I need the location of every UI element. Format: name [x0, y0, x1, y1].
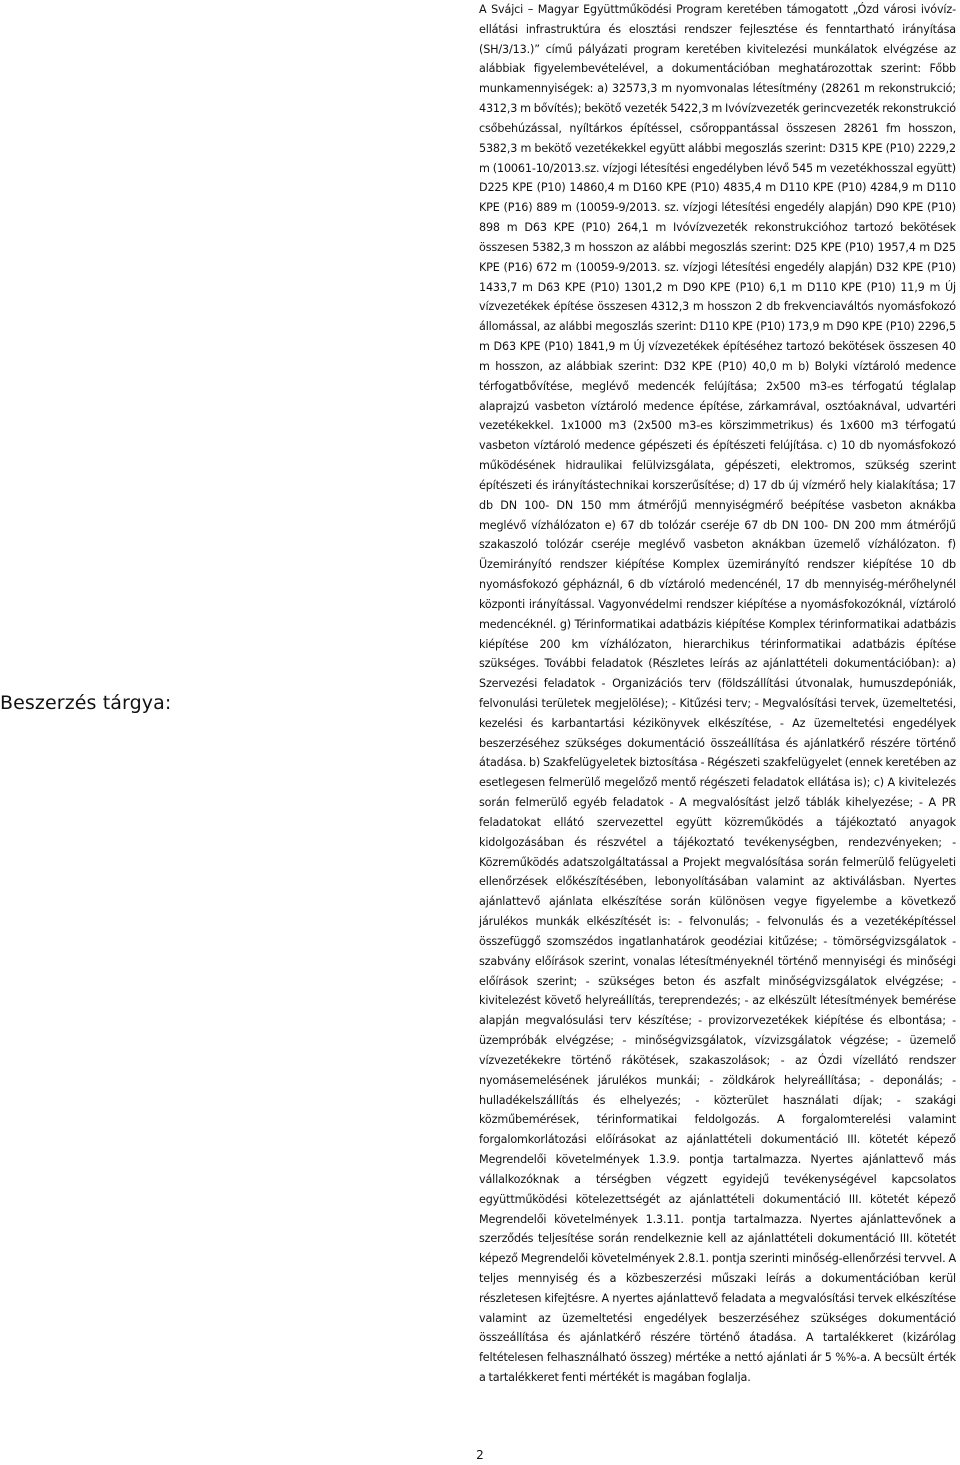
section-body-text: A Svájci – Magyar Együttműködési Program keretében támogatott „Ózd városi ivóvíz-ellátási infrastruktúra és elosztási rendszer fejlesztése és fenntartható irányítása (SH/3/13.)” című pályázati program keretében kivitelezési munkálatok elvégzése az alábbiak figyelembevételével, a dokumentációban meghatározottak szerint: Főbb munkamennyiségek: a) 32573,3 m nyomvonalas létesítmény (28261 m rekonstrukció; 4312,3 m bővítés); bekötő vezeték 5422,3 m Ivóvízvezeték gerincvezeték rekonstrukció csőbehúzással, nyíltárkos építéssel, csőroppantással összesen 28261 fm hosszon, 5382,3 m bekötő vezetékekkel együtt alábbi megoszlás szerint: D315 KPE (P10) 2229,2 m (10061-10/2013.sz. vízjogi létesítési engedélyben lévő 545 m vezetékhosszal együtt) D225 KPE (P10) 14860,4 m D160 KPE (P10) 4835,4 m D110 KPE (P10) 4284,9 m D110 KPE (P16) 889 m (10059-9/2013. sz. vízjogi létesítési engedély alapján) D90 KPE (P10) 898 m D63 KPE (P10) 264,1 m Ivóvízvezeték rekonstrukcióhoz tartozó bekötések összesen 5382,3 m hosszon az alábbi megoszlás szerint: D25 KPE (P10) 1957,4 m D25 KPE (P16) 672 m (10059-9/2013. sz. vízjogi létesítési engedély alapján) D32 KPE (P10) 1433,7 m D63 KPE (P10) 1301,2 m D90 KPE (P10) 6,1 m D110 KPE (P10) 11,9 m Új vízvezetékek építése összesen 4312,3 m hosszon 2 db frekvenciaváltós nyomásfokozó állomással, az alábbi megoszlás szerint: D110 KPE (P10) 173,9 m D90 KPE (P10) 2296,5 m D63 KPE (P10) 1841,9 m Új vízvezetékek építéséhez tartozó bekötések összesen 40 m hosszon, az alábbiak szerint: D32 KPE (P10) 40,0 m b) Bolyki víztároló medence térfogatbővítése, meglévő medencék felújítása; 2x500 m3-es térfogatú téglalap alaprajzú vasbeton víztároló medence építése, zárkamrával, osztóaknával, udvartéri vezetékekkel. 1x1000 m3 (2x500 m3-es körszimmetrikus) és 1x600 m3 térfogatú vasbeton víztároló medence gépészeti és építészeti felújítása. c) 10 db nyomásfokozó működésének hidraulikai felülvizsgálata, gépészeti, elektromos, szükség szerint építészeti és irányítástechnikai korszerűsítése; d) 17 db új vízmérő hely kialakítása; 17 db DN 100- DN 150 mm átmérőjű mennyiségmérő beépítése vasbeton aknákba meglévő vízhálózaton e) 67 db tolózár cseréje 67 db DN 100- DN 200 mm átmérőjű szakaszoló tolózár cseréje meglévő vasbeton aknákban üzemelő vízhálózaton. f) Üzemirányító rendszer kiépítése Komplex üzemirányító rendszer kiépítése 10 db nyomásfokozó gépháznál, 6 db víztároló medencénél, 17 db mennyiség-mérőhelynél központi irányítással. Vagyonvédelmi rendszer kiépítése a nyomásfokozóknál, víztároló medencéknél. g) Térinformatikai adatbázis kiépítése Komplex térinformatikai adatbázis kiépítése 200 km vízhálózaton, hierarchikus térinformatikai adatbázis építése szükséges. További feladatok (Részletes leírás az ajánlattételi dokumentációban): a) Szervezési feladatok - Organizációs terv (földszállítási útvonalak, humuszdepóniák, felvonulási területek megjelölése); - Kitűzési terv; - Megvalósítási tervek, üzemeltetési, kezelési és karbantartási kézikönyvek elkészítése, - Az üzemeltetési engedélyek beszerzéséhez szükséges dokumentáció összeállítása és ajánlatkérő részére történő átadása. b) Szakfelügyeletek biztosítása - Régészeti szakfelügyelet (ennek keretében az esetlegesen felmerülő megelőző mentő régészeti feladatok ellátása is); c) A kivitelezés során felmerülő egyéb feladatok - A megvalósítást jelző táblák kihelyezése; - A PR feladatokat ellátó szervezettel együtt közreműködés a tájékoztató anyagok kidolgozásában és részvétel a tájékoztató tevékenységben, rendezvényeken; - Közreműködés adatszolgáltatással a Projekt megvalósítása során felmerülő felügyeleti ellenőrzések előkészítésében, lebonyolításában valamint az aktiválásban. Nyertes ajánlattevő ajánlata elkészítése során különösen vegye figyelembe a következő járulékos munkák elkészítését is: - felvonulás; - felvonulás és a vezetéképítéssel összefüggő szomszédos ingatlanhatárok geodéziai kitűzése; - tömörségvizsgálatok - szabvány előírások szerint, vonalas létesítményeknél történő mennyiségi és minőségi előírások szerint; - szükséges beton és aszfalt minőségvizsgálatok elvégzése; - kivitelezést követő helyreállítás, tereprendezés; - az elkészült létesítmények bemérése alapján megvalósulási terv készítése; - provizorvezetékek kiépítése és elbontása; - üzempróbák elvégzése; - minőségvizsgálatok, vízvizsgálatok végzése; - üzemelő vízvezetékekre történő rákötések, szakaszolások; - az Ózdi vízellátó rendszer nyomásemelésének járulékos munkái; - zöldkárok helyreállítása; - deponálás; - hulladékelszállítás és elhelyezés; - közterület használati díjak; - szakági közműbemérések, térinformatikai feldolgozás. A forgalomterelési valamint forgalomkorlátozási előírásokat az ajánlattételi dokumentáció III. kötetét képező Megrendelői követelmények 1.3.9. pontja tartalmazza. Nyertes ajánlattevő más vállalkozóknak a térségben végzett egyidejű tevékenységével kapcsolatos együttműködési kötelezettségét az ajánlattételi dokumentáció III. kötetét képező Megrendelői követelmények 1.3.11. pontja tartalmazza. Nyertes ajánlattevőnek a szerződés teljesítése során rendelkeznie kell az ajánlattételi dokumentáció III. kötetét képező Megrendelői követelmények 2.8.1. pontja szerinti minőség-ellenőrzési tervvel. A teljes mennyiség és a közbeszerzési műszaki leírás a dokumentációban kerül részletesen kifejtésre. A nyertes ajánlattevő feladata a megvalósítási tervek elkészítése valamint az üzemeltetési engedélyek beszerzéséhez szükséges dokumentáció összeállítása és ajánlatkérő részére történő átadása. A tartalékkeret (kizárólag feltételesen felhasználható összeg) mértéke a nettó ajánlati ár 5 %%-a. A becsült érték a tartalékkeret fenti mértékét is magában foglalja. — [479, 3, 956, 1385]
section-content-cell — [479, 0, 956, 1388]
section-label-cell — [0, 0, 470, 1410]
section-label: Beszerzés tárgya: — [0, 692, 172, 714]
page-number: 2 — [476, 1448, 484, 1462]
